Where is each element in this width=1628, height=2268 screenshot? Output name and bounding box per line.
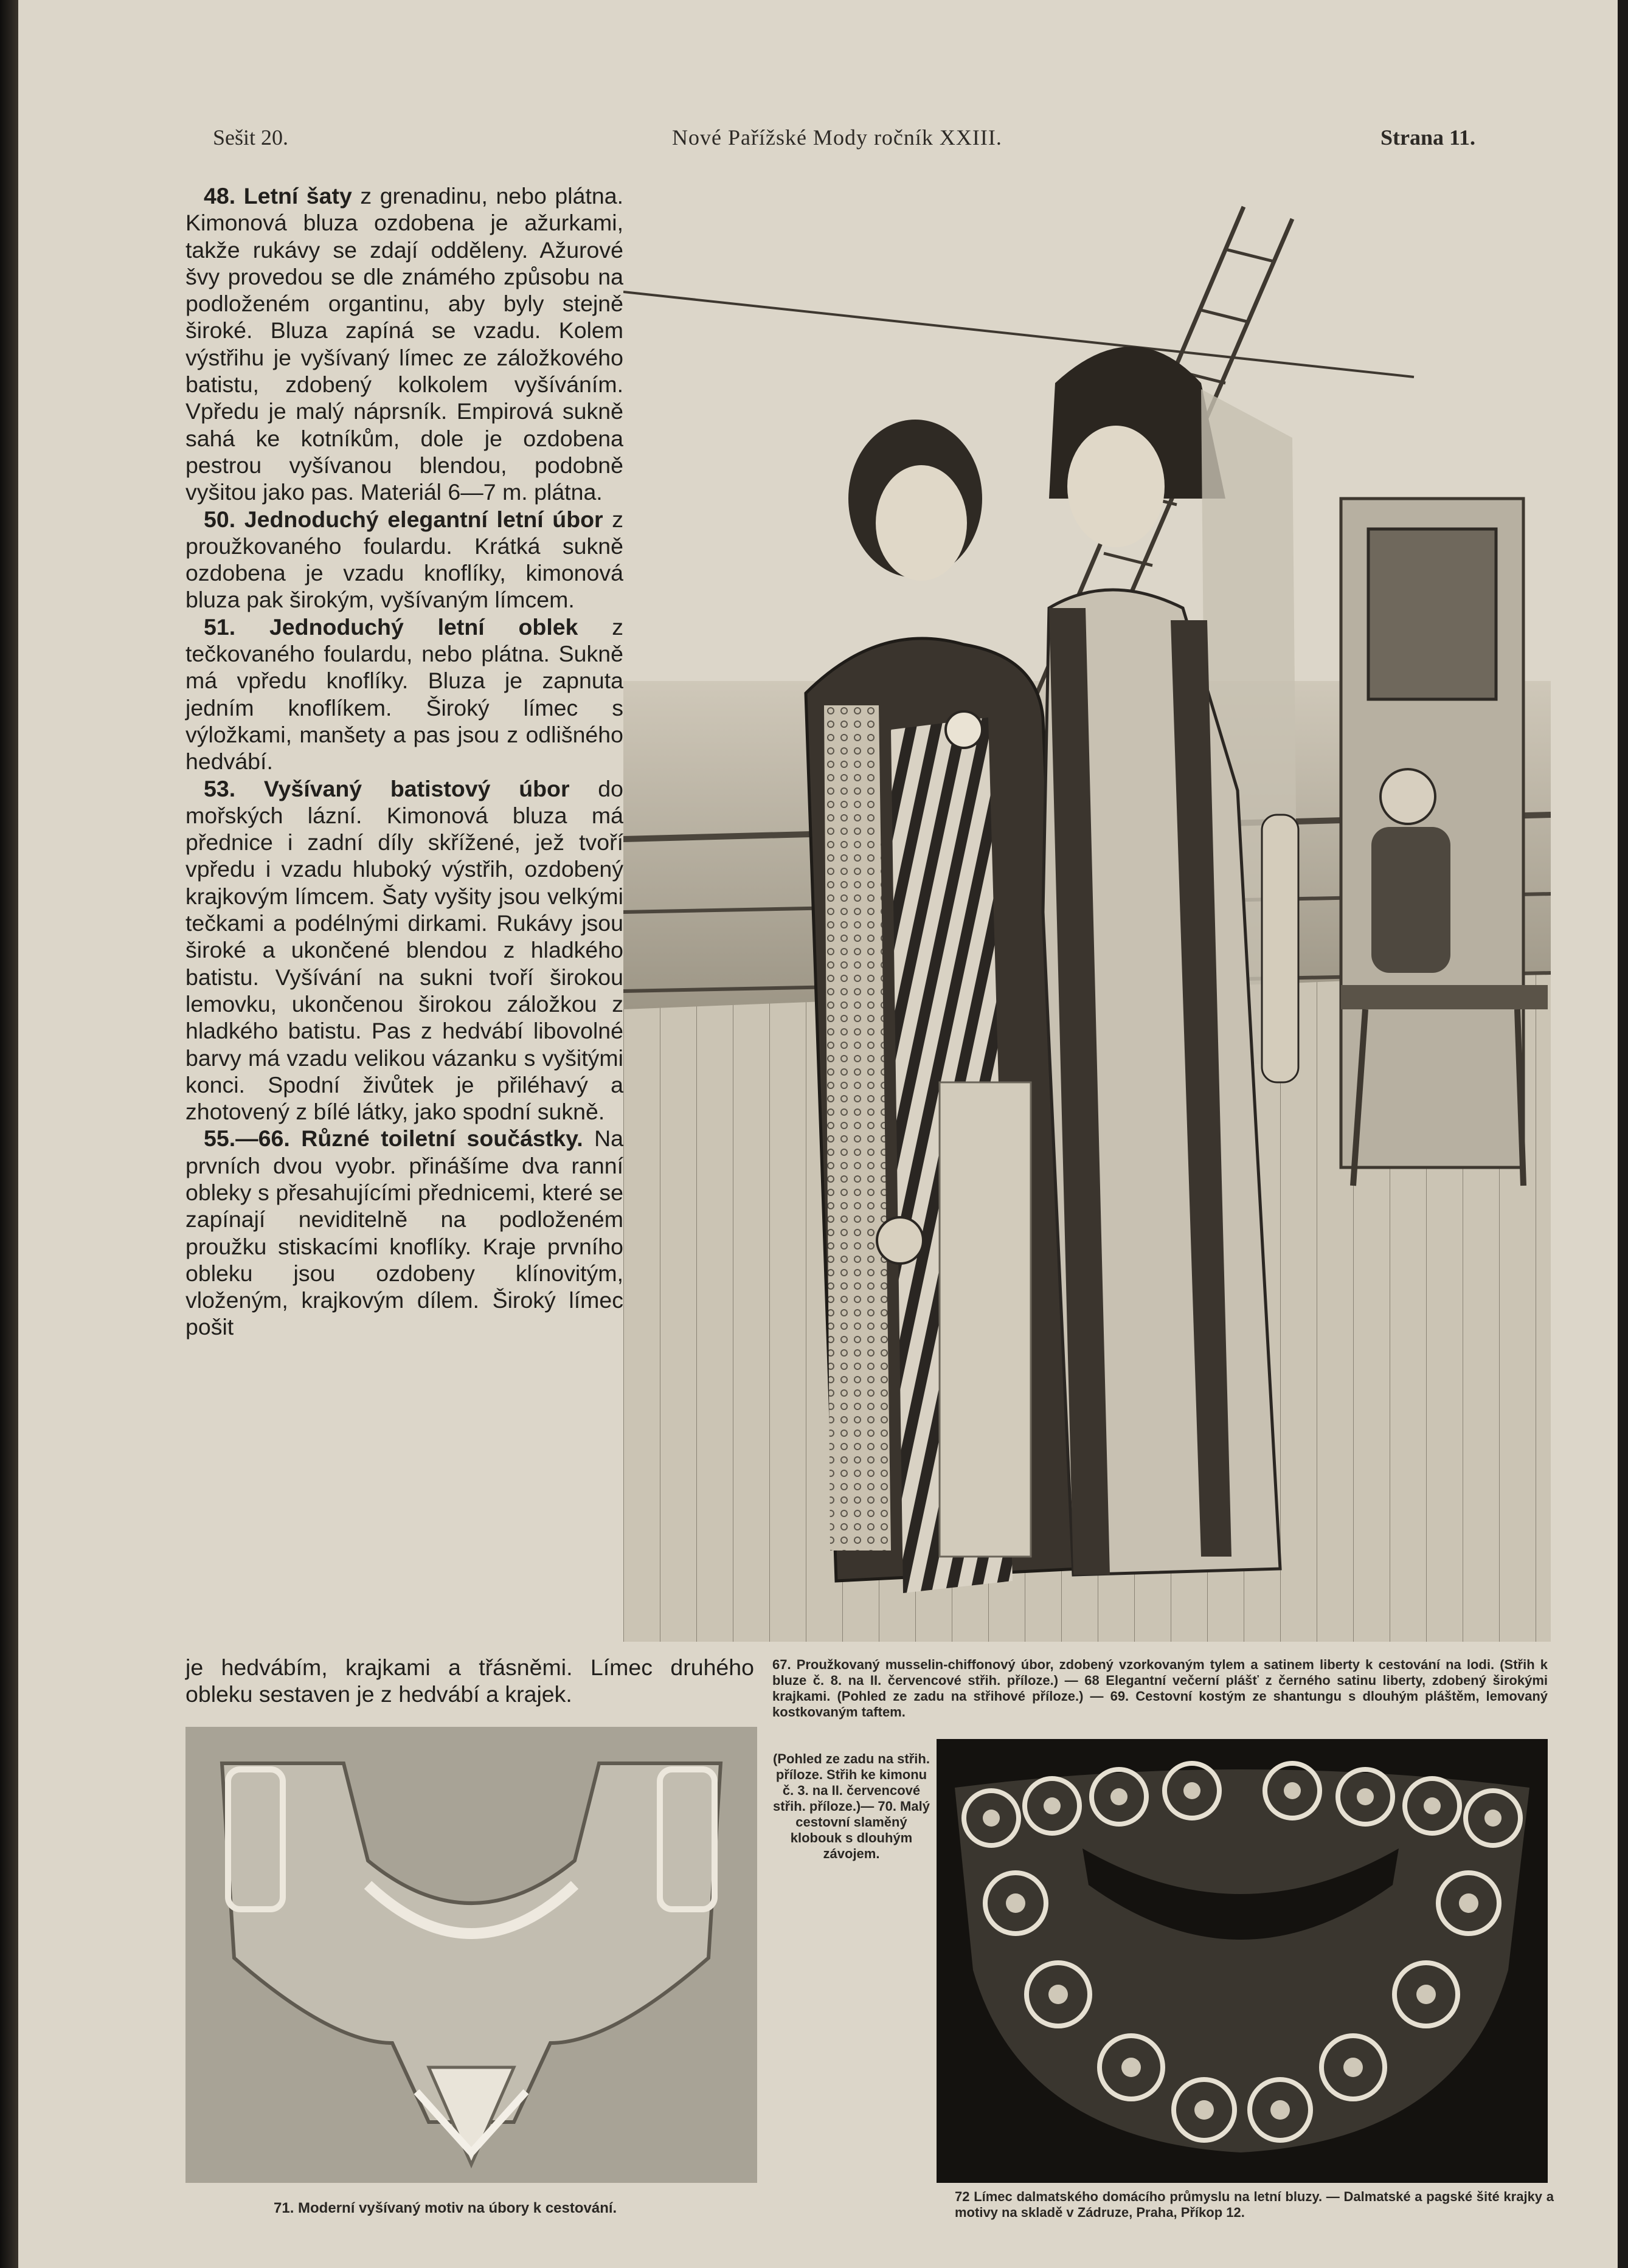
item-title: Vyšívaný batistový úbor — [263, 775, 570, 801]
magazine-page — [18, 0, 1618, 2268]
item-number: 50. — [204, 506, 236, 532]
item-number: 51. — [204, 614, 236, 640]
header-page-number: Strana 11. — [1380, 125, 1476, 150]
item-text: do mořských lázní. Kimonová bluza má přednice i zadní díly skřížené, jež tvoří vpředu i vzadu hluboký výstřih, ozdobený krajkovým límcem. Šaty vyšity jsou velkými tečkami a podélnými dirkami. Rukávy jsou široké a ukončené blendou z hladkého batistu. Vyšívání na sukni tvoří širokou lemovku, ukončenou širokou záložkou z hladkého batistu. Pas z hedvábí libovolné barvy má vzadu velikou vázanku s vyšitými konci. Spodní živůtek je přiléhavý a zhotovený z bílé látky, jako spodní sukně. — [185, 775, 624, 1125]
header-title: Nové Pařížské Mody ročník XXIII. — [672, 125, 1002, 150]
item-title: Různé toiletní součástky. — [301, 1125, 583, 1152]
book-spine — [0, 0, 18, 2268]
item-text: z proužkovaného foulardu. Krátká sukně ozdobena je vzadu knoflíky, kimonová bluza pak širokým, vyšívaným límcem. — [185, 506, 624, 613]
caption-72: 72 Límec dalmatského domácího průmyslu na letní bluzy. — Dalmatské a pagské šité krajky a motivy na skladě v Zádruze, Praha, Příkop 12. — [955, 2189, 1554, 2220]
paragraph-53 — [185, 775, 623, 1125]
item-text: Na prvních dvou vyobr. přinášíme dva ranní obleky s přesahujícími přednicemi, které se zapínají neviditelně na podloženém proužku stiskacími knoflíky. Kraje prvního obleku jsou ozdobeny klínovitým, vloženým, krajkovým dílem. Široký límec pošit — [185, 1125, 624, 1340]
article-tail: je hedvábím, krajkami a třásněmi. Límec druhého obleku sestaven je z hedvábí a krajek. — [185, 1654, 754, 1707]
lace-collar-drawing — [937, 1739, 1548, 2183]
item-title: Jednoduchý letní oblek — [269, 614, 578, 640]
paragraph-48 — [185, 182, 623, 506]
embroidery-drawing — [185, 1727, 757, 2183]
item-text: z grenadinu, nebo plátna. Kimonová bluza ozdobena je ažurkami, takže rukávy se zdají odděleny. Ažurové švy provedou se dle známého způsobu na podloženém organtinu, aby byly stejně široké. Bluza zapíná se vzadu. Kolem výstřihu je vyšívaný límec ze záložkového batistu, zdobený kolkolem vyšíváním. Vpředu je malý náprsník. Empirová sukně sahá ke kotníkům, dole je ozdobena pestrou vyšívanou blendou, podobně vyšitou jako pas. Materiál 6—7 m. plátna. — [185, 183, 624, 505]
header-issue: Sešit 20. — [213, 125, 289, 150]
caption-67-70-continued: (Pohled ze zadu na střih. příloze. Střih ke kimonu č. 3. na II. červencové střih. příloze.)— 70. Malý cestovní slaměný klobouk s dlouhým závojem. — [773, 1751, 930, 1861]
caption-71: 71. Moderní vyšívaný motiv na úbory k cestování. — [274, 2200, 617, 2216]
article-column — [185, 182, 623, 1341]
item-number: 55.—66. — [204, 1125, 290, 1152]
item-title: Jednoduchý elegantní letní úbor — [244, 506, 603, 532]
fashion-illustration-ship-deck — [623, 182, 1551, 1642]
embroidered-motif-photo — [185, 1727, 757, 2183]
item-text: z tečkovaného foulardu, nebo plátna. Sukně má vpředu knoflíky. Bluza je zapnuta jedním knoflíkem. Široký límec s výložkami, manšety a pas jsou z odlišného hedvábí. — [185, 614, 624, 775]
item-number: 48. — [204, 183, 236, 209]
item-number: 53. — [204, 775, 236, 801]
dalmatian-lace-collar-photo — [937, 1739, 1548, 2183]
seated-man — [1380, 769, 1435, 824]
paragraph-55 — [185, 1125, 623, 1340]
paragraph-50 — [185, 506, 623, 614]
caption-67-70: 67. Proužkovaný musselin-chiffonový úbor, zdobený vzorkovaným tylem a satinem liberty k cestování na lodi. (Střih k bluze č. 8. na II. červencové střih. příloze.) — 68 Elegantní večerní plášť z černého satinu liberty, zdobený širokými krajkami. (Pohled ze zadu na střihové příloze.) — 69. Cestovní kostým ze shantungu s dlouhým pláštěm, lemovaný kostkovaným taftem. — [772, 1657, 1548, 1720]
paragraph-51 — [185, 614, 623, 775]
illustration-drawing — [623, 182, 1551, 1642]
item-title: Letní šaty — [243, 183, 352, 209]
